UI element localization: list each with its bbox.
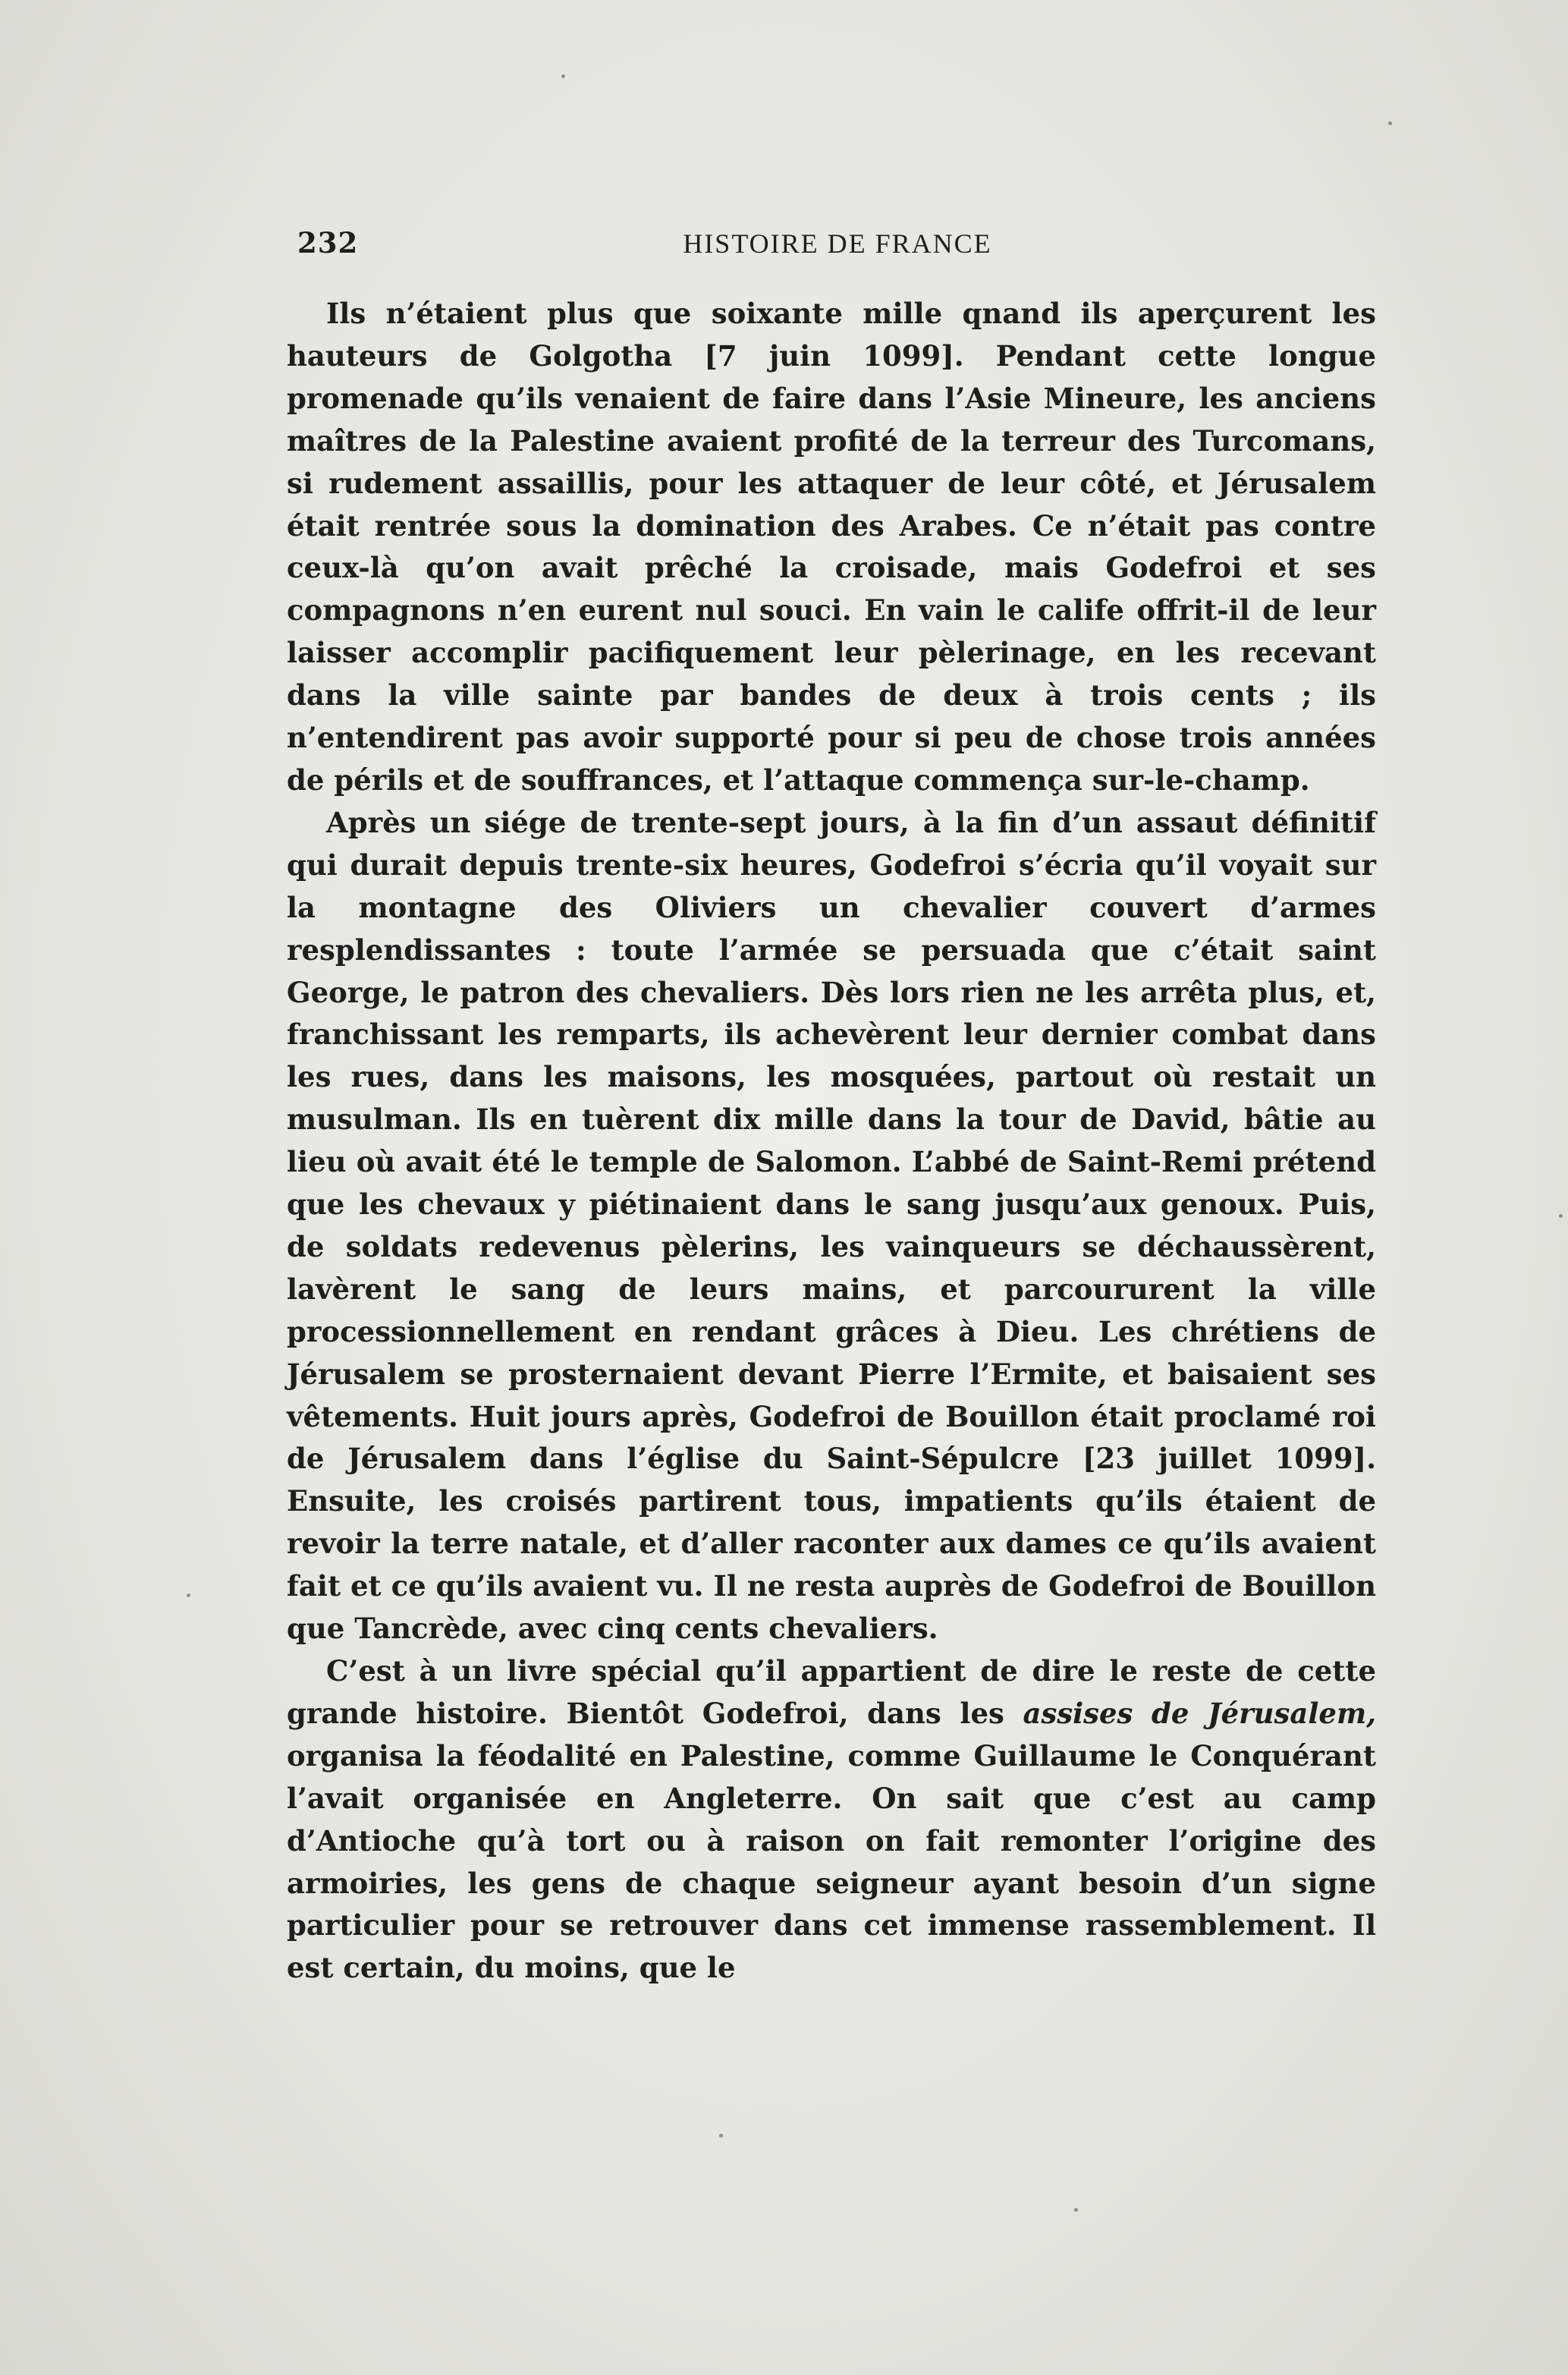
page-number: 232: [297, 226, 359, 260]
paragraph-2: Après un siége de trente-sept jours, à la fin d’un assaut définitif qui durait depuis trente-six heures, Godefroi s’écria qu’il voyait sur la montagne des Oliviers un chevalier couvert d’armes resplendissantes : toute l’armée se persuada que c’était saint George, le patron des chevaliers. Dès lors rien ne les arrêta plus, et, franchissant les remparts, ils achevèrent leur dernier combat dans les rues, dans les maisons, les mosquées, partout où restait un musulman. Ils en tuèrent dix mille dans la tour de David, bâtie au lieu où avait été le temple de Salomon. L’abbé de Saint-Remi prétend que les chevaux y piétinaient dans le sang jusqu’aux genoux. Puis, de soldats redevenus pèlerins, les vainqueurs se déchaussèrent, lavèrent le sang de leurs mains, et parcoururent la ville processionnellement en rendant grâces à Dieu. Les chrétiens de Jérusalem se prosternaient devant Pierre l’Ermite, et baisaient ses vêtements. Huit jours après, Godefroi de Bouillon était proclamé roi de Jérusalem dans l’église du Saint-Sépulcre [23 juillet 1099]. Ensuite, les croisés partirent tous, impatients qu’ils étaient de revoir la terre natale, et d’aller raconter aux dames ce qu’ils avaient fait et ce qu’ils avaient vu. Il ne resta auprès de Godefroi de Bouillon que Tancrède, avec cinq cents chevaliers.: [287, 805, 1376, 1646]
paragraph-1: Ils n’étaient plus que soixante mille qnand ils aperçurent les hauteurs de Golgotha [7 juin 1099]. Pendant cette longue promenade qu’ils venaient de faire dans l’Asie Mineure, les anciens maîtres de la Palestine avaient profité de la terreur des Turcomans, si rudement assaillis, pour les attaquer de leur côté, et Jérusalem était rentrée sous la domination des Arabes. Ce n’était pas contre ceux-là qu’on avait prêché la croisade, mais Godefroi et ses compagnons n’en eurent nul souci. En vain le calife offrit-il de leur laisser accomplir pacifiquement leur pèlerinage, en les recevant dans la ville sainte par bandes de deux à trois cents ; ils n’entendirent pas avoir supporté pour si peu de chose trois années de périls et de souffrances, et l’attaque commença sur-le-champ.: [287, 297, 1376, 797]
italic-title: assises de Jérusalem,: [1023, 1696, 1376, 1730]
paper-speck: [1559, 1214, 1563, 1218]
paper-speck: [187, 1593, 190, 1597]
paper-speck: [561, 74, 565, 78]
paper-speck: [1388, 121, 1392, 125]
running-head: [297, 226, 1378, 272]
paper-speck: [719, 2134, 723, 2138]
running-title: HISTOIRE DE FRANCE: [683, 228, 992, 259]
paragraph-3-start: C’est à un livre spécial qu’il appartient de dire le reste de cette grande histoire. Bientôt Godefroi, dans les: [287, 1654, 1376, 1730]
paragraph-3-end: organisa la féodalité en Palestine, comme Guillaume le Conquérant l’avait organisée en Angleterre. On sait que c’est au camp d’Antioche qu’à tort ou à raison on fait remonter l’origine des armoiries, les gens de chaque seigneur ayant besoin d’un signe particulier pour se retrouver dans cet immense rassemblement. Il est certain, du moins, que le: [287, 1738, 1376, 1985]
body-text: [287, 293, 1376, 1990]
paragraph-3: [287, 1650, 1376, 1990]
paper-speck: [1074, 2208, 1078, 2212]
